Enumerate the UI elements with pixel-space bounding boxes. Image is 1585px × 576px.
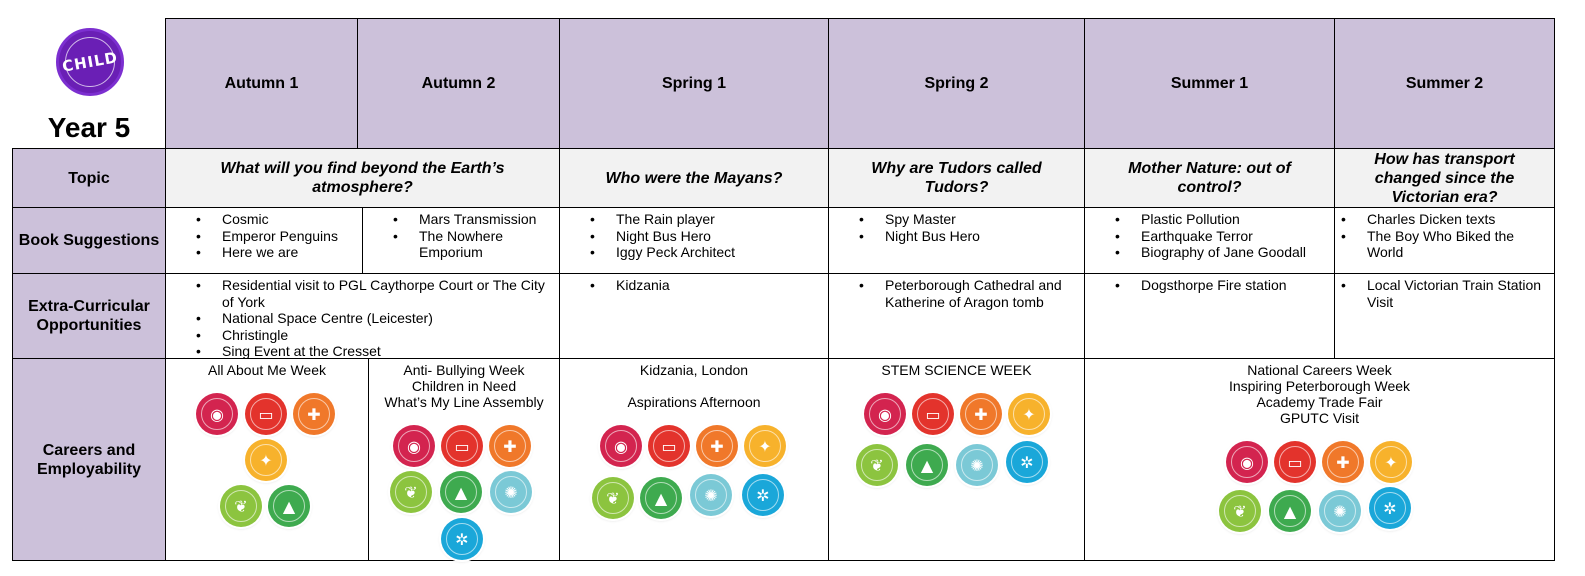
term-header-spring-1: Spring 1 (559, 18, 829, 149)
creativity-badge-icon: ✦ (744, 425, 786, 467)
careers-summer: National Careers Week Inspiring Peterborough Week Academy Trade Fair GPUTC Visit (1084, 358, 1555, 561)
extra-summer-1 (1084, 273, 1335, 359)
creativity-badge-icon: ✦ (245, 439, 287, 481)
teamwork-badge-icon: ✲ (1006, 441, 1048, 483)
term-header-autumn-2: Autumn 2 (357, 18, 560, 149)
extra-spring-2 (828, 273, 1085, 359)
row-label-careers: Careers and Employability (12, 358, 166, 561)
careers-spring-2: STEM SCIENCE WEEK (828, 358, 1085, 561)
aiming-high-badge-icon: ▲ (640, 477, 682, 519)
aiming-high-badge-icon: ▲ (906, 444, 948, 486)
list-item: • Plastic Pollution (1115, 211, 1330, 228)
term-header-spring-2: Spring 2 (828, 18, 1085, 149)
list-item: • Cosmic (196, 211, 358, 228)
topic-summer-1: Mother Nature: out of control? (1084, 148, 1335, 208)
row-label-books: Book Suggestions (12, 207, 166, 274)
books-spring-2 (828, 207, 1085, 274)
listening-badge-icon: ◉ (393, 425, 435, 467)
leadership-badge-icon: ✺ (1319, 490, 1361, 532)
list-item: • Christingle (196, 327, 555, 344)
list-item: • Local Victorian Train Station Visit (1341, 277, 1550, 310)
staying-positive-badge-icon: ❦ (592, 477, 634, 519)
speaking-badge-icon: ▭ (441, 425, 483, 467)
topic-summer-2: How has transport changed since the Victorian era? (1334, 148, 1555, 208)
teamwork-badge-icon: ✲ (441, 518, 483, 560)
list-item: • Emperor Penguins (196, 228, 358, 245)
staying-positive-badge-icon: ❦ (1219, 490, 1261, 532)
leadership-badge-icon: ✺ (490, 471, 532, 513)
speaking-badge-icon: ▭ (245, 393, 287, 435)
list-item: • Spy Master (859, 211, 1080, 228)
aiming-high-badge-icon: ▲ (1269, 490, 1311, 532)
list-item: • Here we are (196, 244, 358, 261)
term-header-autumn-1: Autumn 1 (165, 18, 358, 149)
problem-solving-badge-icon: ✚ (489, 425, 531, 467)
list-item: • Night Bus Hero (590, 228, 824, 245)
aiming-high-badge-icon: ▲ (268, 485, 310, 527)
listening-badge-icon: ◉ (600, 425, 642, 467)
listening-badge-icon: ◉ (864, 393, 906, 435)
row-label-topic: Topic (12, 148, 166, 208)
term-header-summer-1: Summer 1 (1084, 18, 1335, 149)
careers-autumn-2: Anti- Bullying Week Children in Need What’s My Line Assembly (368, 358, 560, 561)
list-item: • Peterborough Cathedral and Katherine of Aragon tomb (859, 277, 1080, 310)
topic-spring-1: Who were the Mayans? (559, 148, 829, 208)
listening-badge-icon: ◉ (1226, 441, 1268, 483)
extra-autumn (165, 273, 560, 359)
child-logo-icon: CHILD (56, 28, 124, 96)
list-item: • Charles Dicken texts (1341, 211, 1550, 228)
year-title: Year 5 (47, 112, 131, 143)
list-item: • Mars Transmission (393, 211, 555, 228)
leadership-badge-icon: ✺ (690, 474, 732, 516)
speaking-badge-icon: ▭ (648, 425, 690, 467)
creativity-badge-icon: ✦ (1008, 393, 1050, 435)
list-item: • National Space Centre (Leicester) (196, 310, 555, 327)
list-item: • The Nowhere Emporium (393, 228, 555, 261)
books-summer-1 (1084, 207, 1335, 274)
staying-positive-badge-icon: ❦ (856, 444, 898, 486)
books-autumn-1 (165, 207, 363, 274)
list-item: • Dogsthorpe Fire station (1115, 277, 1330, 294)
problem-solving-badge-icon: ✚ (293, 393, 335, 435)
list-item: • Earthquake Terror (1115, 228, 1330, 245)
aiming-high-badge-icon: ▲ (440, 471, 482, 513)
listening-badge-icon: ◉ (196, 393, 238, 435)
extra-spring-1 (559, 273, 829, 359)
list-item: • Sing Event at the Cresset (196, 343, 555, 359)
list-item: • The Rain player (590, 211, 824, 228)
problem-solving-badge-icon: ✚ (960, 393, 1002, 435)
creativity-badge-icon: ✦ (1370, 441, 1412, 483)
careers-spring-1: Kidzania, London Aspirations Afternoon (559, 358, 829, 561)
staying-positive-badge-icon: ❦ (390, 471, 432, 513)
books-spring-1 (559, 207, 829, 274)
extra-summer-2 (1334, 273, 1555, 359)
list-item: • Biography of Jane Goodall (1115, 244, 1330, 261)
staying-positive-badge-icon: ❦ (220, 485, 262, 527)
list-item: • Residential visit to PGL Caythorpe Court or The City of York (196, 277, 555, 310)
careers-autumn-1: All About Me Week (165, 358, 369, 561)
list-item: • Kidzania (590, 277, 824, 294)
teamwork-badge-icon: ✲ (1369, 487, 1411, 529)
leadership-badge-icon: ✺ (956, 444, 998, 486)
list-item: • Night Bus Hero (859, 228, 1080, 245)
list-item: • Iggy Peck Architect (590, 244, 824, 261)
logo-block (12, 18, 166, 148)
list-item: • The Boy Who Biked the World (1341, 228, 1550, 261)
problem-solving-badge-icon: ✚ (696, 425, 738, 467)
problem-solving-badge-icon: ✚ (1322, 441, 1364, 483)
speaking-badge-icon: ▭ (1274, 441, 1316, 483)
books-summer-2 (1334, 207, 1555, 274)
topic-autumn: What will you find beyond the Earth’s atmosphere? (165, 148, 560, 208)
teamwork-badge-icon: ✲ (742, 474, 784, 516)
term-header-summer-2: Summer 2 (1334, 18, 1555, 149)
books-autumn-2 (362, 207, 560, 274)
speaking-badge-icon: ▭ (912, 393, 954, 435)
row-label-extra: Extra-Curricular Opportunities (12, 273, 166, 359)
topic-spring-2: Why are Tudors called Tudors? (828, 148, 1085, 208)
